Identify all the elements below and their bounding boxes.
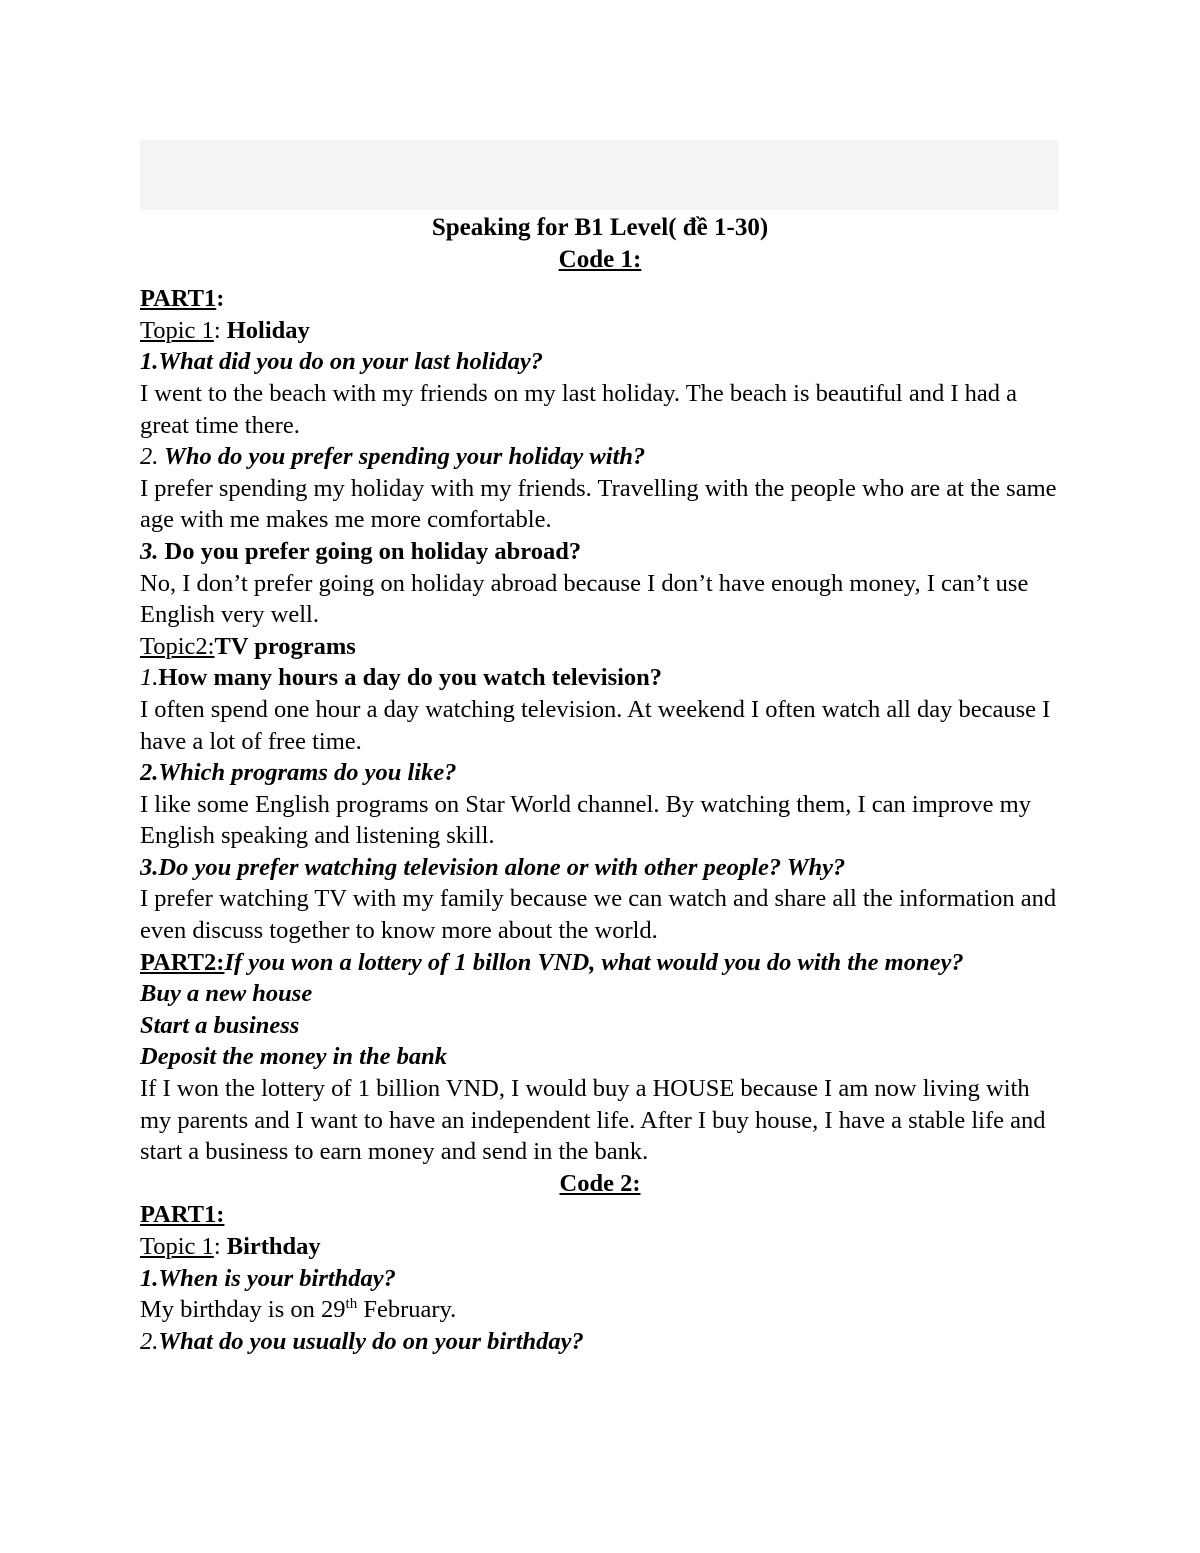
option-item: Start a business [140,1011,300,1039]
answer: I went to the beach with my friends on my last holiday. The beach is beautiful and I had a great time there. [140,379,1017,439]
question: 3.Do you prefer watching television alone or with other people? Why? [140,853,846,881]
answer: My birthday is on 29th February. [140,1296,457,1324]
topic1-heading: Topic 1: Holiday [140,316,310,344]
answer: I prefer spending my holiday with my friends. Travelling with the people who are at the same age with me makes me more comfortable. [140,474,1057,534]
option-item: Buy a new house [140,980,313,1008]
answer: I prefer watching TV with my family because we can watch and share all the information and even discuss together to know more about the world. [140,885,1057,945]
document-title: Speaking for B1 Level( đề 1-30) [431,214,769,241]
answer: I like some English programs on Star World channel. By watching them, I can improve my English speaking and listening skill. [140,790,1031,850]
question: 1.How many hours a day do you watch television? [140,664,663,692]
question: 1.What did you do on your last holiday? [140,348,543,376]
header-band [140,140,1058,210]
question: 2.Which programs do you like? [140,759,457,787]
question: 3. Do you prefer going on holiday abroad? [140,537,582,565]
code2-part1-label: PART1: [140,1201,225,1229]
topic2-heading: Topic2:TV programs [140,632,356,660]
answer: No, I don’t prefer going on holiday abroad because I don’t have enough money, I can’t use English very well. [140,569,1029,629]
code1-heading: Code 1: [558,245,642,273]
question: 1.When is your birthday? [140,1264,396,1292]
question: 2. Who do you prefer spending your holiday with? [140,443,646,471]
option-item: Deposit the money in the bank [140,1043,447,1071]
part2-question: PART2:If you won a lottery of 1 billon VND, what would you do with the money? [140,948,964,976]
code1-part1-label: PART1: [140,285,225,313]
answer: I often spend one hour a day watching television. At weekend I often watch all day because I have a lot of free time. [140,695,1051,755]
answer: If I won the lottery of 1 billion VND, I would buy a HOUSE because I am now living with my parents and I want to have an independent life. After I buy house, I have a stable life and start a business to earn money and send in the bank. [140,1075,1046,1166]
document-page [140,212,1060,1357]
question: 2.What do you usually do on your birthday? [140,1327,584,1355]
code2-heading: Code 2: [559,1169,641,1197]
code2-topic1-heading: Topic 1: Birthday [140,1233,321,1260]
